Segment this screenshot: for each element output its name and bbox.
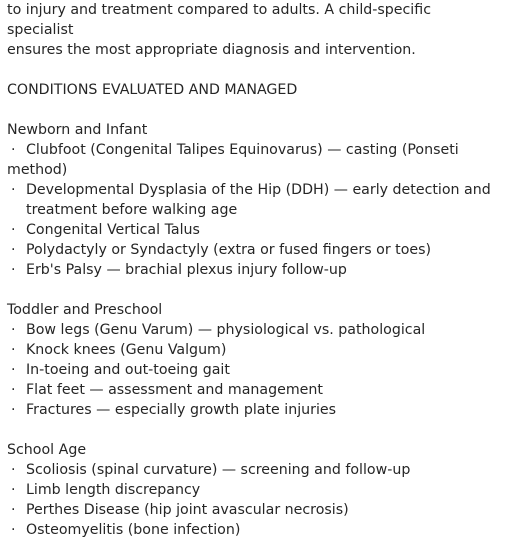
list-item bbox=[7, 360, 505, 380]
spacer bbox=[7, 420, 505, 440]
bullet: · bbox=[11, 402, 16, 418]
list-item-text: Flat feet — assessment and management bbox=[26, 382, 323, 398]
section-title-toddler: Toddler and Preschool bbox=[7, 302, 163, 318]
list-item bbox=[7, 240, 505, 260]
list-item bbox=[7, 480, 505, 500]
list-item-text: Polydactyly or Syndactyly (extra or fused fingers or toes) bbox=[26, 242, 432, 258]
bullet: · bbox=[11, 482, 16, 498]
list-item bbox=[7, 140, 505, 180]
intro-line-1: to injury and treatment compared to adults. A child-specific bbox=[7, 2, 431, 18]
list-item-text: Perthes Disease (hip joint avascular necrosis) bbox=[26, 502, 349, 518]
intro-line-2: specialist bbox=[7, 22, 74, 38]
list-item-text: In-toeing and out-toeing gait bbox=[26, 362, 230, 378]
list-item-text: Erb's Palsy — brachial plexus injury follow-up bbox=[26, 262, 347, 278]
list-item bbox=[7, 260, 505, 280]
list-item-text: Osteomyelitis (bone infection) bbox=[26, 522, 241, 538]
list-item bbox=[7, 180, 505, 220]
bullet: · bbox=[11, 142, 16, 158]
section-title-newborn: Newborn and Infant bbox=[7, 122, 148, 138]
list-item bbox=[7, 320, 505, 340]
spacer bbox=[7, 280, 505, 300]
list-item-text: Bow legs (Genu Varum) — physiological vs. pathological bbox=[26, 322, 426, 338]
bullet: · bbox=[11, 362, 16, 378]
spacer bbox=[7, 100, 505, 120]
section-heading: CONDITIONS EVALUATED AND MANAGED bbox=[7, 82, 298, 98]
list-item-text: Developmental Dysplasia of the Hip (DDH) — early detection and treatment before walking age bbox=[26, 182, 491, 218]
list-item-text: Clubfoot (Congenital Talipes Equinovarus) — casting (Ponseti method) bbox=[7, 142, 459, 178]
list-item bbox=[7, 400, 505, 420]
bullet: · bbox=[11, 222, 16, 238]
bullet: · bbox=[11, 462, 16, 478]
list-item bbox=[7, 460, 505, 480]
bullet: · bbox=[11, 502, 16, 518]
bullet: · bbox=[11, 262, 16, 278]
bullet: · bbox=[11, 182, 16, 198]
list-item bbox=[7, 500, 505, 520]
list-item bbox=[7, 380, 505, 400]
list-item-text: Knock knees (Genu Valgum) bbox=[26, 342, 227, 358]
list-item bbox=[7, 220, 505, 240]
list-item-text: Congenital Vertical Talus bbox=[26, 222, 200, 238]
bullet: · bbox=[11, 382, 16, 398]
list-item-text: Fractures — especially growth plate injuries bbox=[26, 402, 337, 418]
intro-line-3: ensures the most appropriate diagnosis and intervention. bbox=[7, 42, 416, 58]
section-title-school-age: School Age bbox=[7, 442, 87, 458]
list-item bbox=[7, 520, 505, 540]
bullet: · bbox=[11, 522, 16, 538]
document-body bbox=[7, 0, 505, 540]
list-item-text: Scoliosis (spinal curvature) — screening and follow-up bbox=[26, 462, 411, 478]
spacer bbox=[7, 60, 505, 80]
list-item bbox=[7, 340, 505, 360]
list-item-text: Limb length discrepancy bbox=[26, 482, 201, 498]
bullet: · bbox=[11, 242, 16, 258]
bullet: · bbox=[11, 322, 16, 338]
bullet: · bbox=[11, 342, 16, 358]
